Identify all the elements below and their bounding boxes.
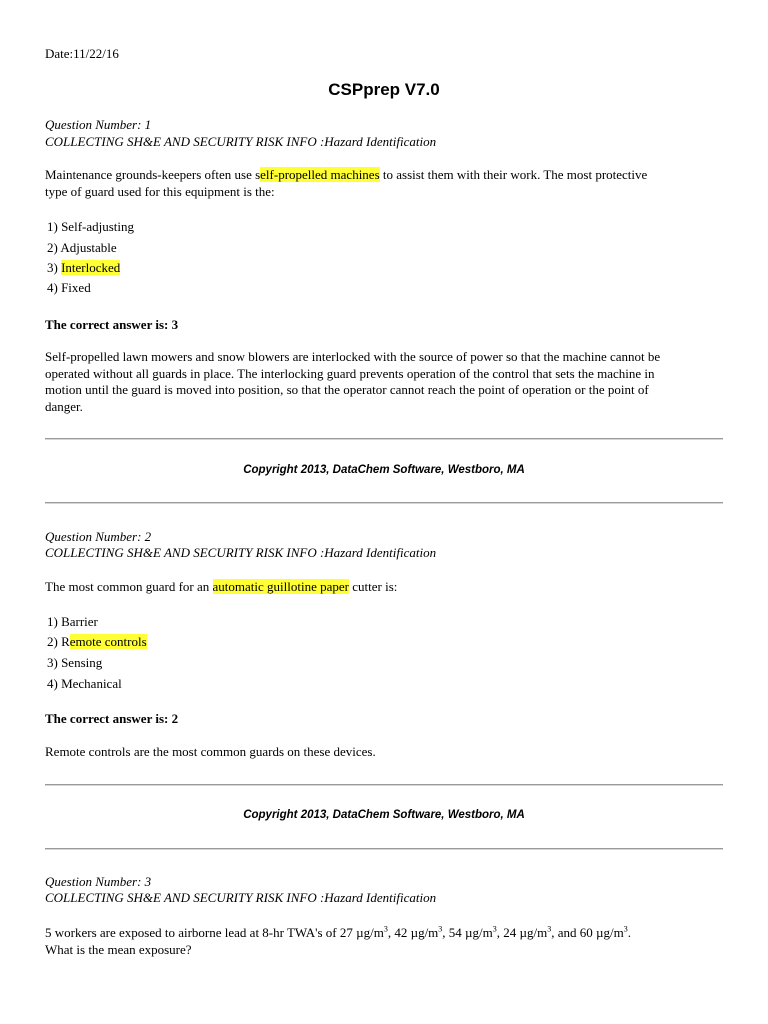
stem-text: type of guard used for this equipment is the: (45, 183, 275, 199)
explanation-line: Self-propelled lawn mowers and snow blowers are interlocked with the source of power so that the machine cannot be (45, 349, 661, 364)
highlighted-term: Interlocked (61, 260, 121, 275)
highlighted-term: elf-propelled machines (260, 167, 380, 182)
stem-text: , 54 µg/m (442, 925, 493, 940)
question-stem (45, 579, 725, 596)
superscript: 3 (623, 924, 628, 934)
stem-text: cutter is: (348, 579, 398, 594)
answer-option: 4) Mechanical (47, 676, 122, 691)
question-stem (45, 167, 725, 200)
answer-explanation: Remote controls are the most common guards on these devices. (45, 744, 376, 759)
stem-text: . (627, 925, 631, 940)
superscript: 3 (438, 924, 443, 934)
answer-option: 3) Sensing (47, 655, 103, 670)
divider (45, 848, 723, 850)
question-stem (45, 925, 725, 958)
explanation-line: danger. (45, 398, 83, 414)
answer-option: 4) Fixed (47, 280, 91, 295)
stem-text: to assist them with their work. The most protective (379, 167, 648, 182)
question-number: Question Number: 2 (45, 529, 152, 544)
answer-option (47, 634, 147, 650)
option-text: 3) (47, 260, 62, 275)
highlighted-term: automatic guillotine paper (212, 579, 349, 594)
question-number: Question Number: 3 (45, 874, 152, 889)
question-category: COLLECTING SH&E AND SECURITY RISK INFO :Hazard Identification (45, 545, 437, 560)
answer-option: 1) Barrier (47, 614, 98, 629)
highlighted-term: emote controls (69, 634, 147, 649)
answer-explanation (45, 349, 725, 415)
explanation-line: motion until the guard is moved into position, so that the operator cannot reach the point of operation or the point of (45, 382, 649, 397)
stem-text: 5 workers are exposed to airborne lead at 8-hr TWA's of 27 µg/m (45, 925, 384, 940)
stem-text: , and 60 µg/m (551, 925, 624, 940)
question-category: COLLECTING SH&E AND SECURITY RISK INFO :Hazard Identification (45, 890, 437, 905)
document-title: CSPprep V7.0 (328, 80, 440, 99)
question-number: Question Number: 1 (45, 117, 152, 132)
document-date: Date:11/22/16 (45, 46, 119, 61)
question-category: COLLECTING SH&E AND SECURITY RISK INFO :Hazard Identification (45, 134, 437, 149)
stem-text: What is the mean exposure? (45, 941, 192, 957)
answer-option: 2) Adjustable (47, 240, 117, 255)
option-text: 2) R (47, 634, 70, 649)
explanation-line: operated without all guards in place. The interlocking guard prevents operation of the control that sets the machine in (45, 365, 655, 381)
superscript: 3 (547, 924, 552, 934)
stem-text: The most common guard for an (45, 579, 213, 594)
copyright-notice: Copyright 2013, DataChem Software, Westboro, MA (243, 809, 525, 821)
answer-option: 1) Self-adjusting (47, 219, 135, 234)
correct-answer: The correct answer is: 3 (45, 317, 179, 332)
stem-text: Maintenance grounds-keepers often use s (45, 167, 261, 182)
divider (45, 438, 723, 440)
divider (45, 502, 723, 504)
superscript: 3 (492, 924, 497, 934)
stem-text: , 24 µg/m (496, 925, 548, 940)
stem-text: , 42 µg/m (387, 925, 439, 940)
superscript: 3 (383, 924, 388, 934)
divider (45, 784, 723, 786)
answer-option (47, 260, 120, 276)
copyright-notice: Copyright 2013, DataChem Software, Westboro, MA (243, 464, 525, 476)
correct-answer: The correct answer is: 2 (45, 711, 179, 726)
